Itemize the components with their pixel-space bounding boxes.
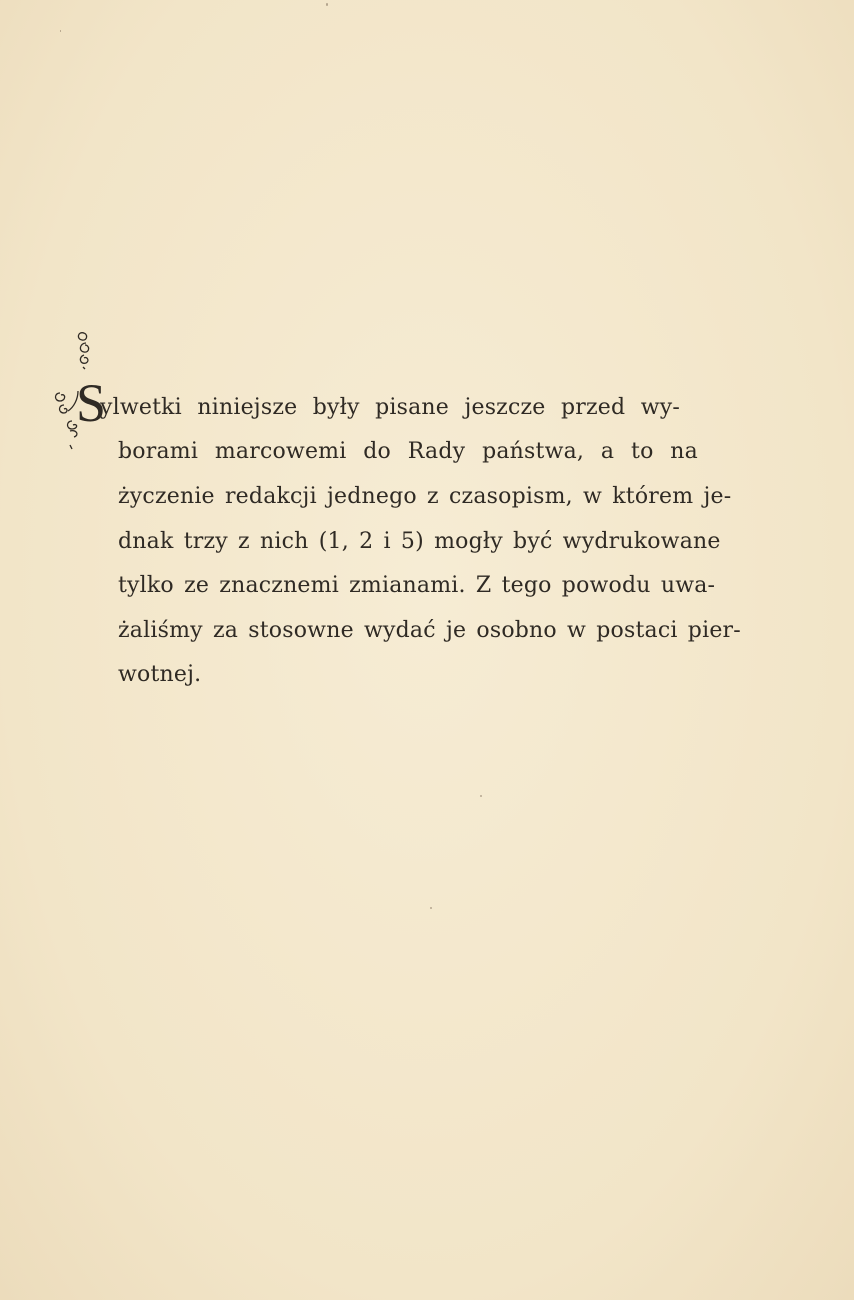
preface-line-3: życzenie redakcji jednego z czasopism, w którem je- [118,484,732,509]
ink-speck [430,907,432,909]
ink-speck [326,3,328,6]
preface-line-4: dnak trzy z nich (1, 2 i 5) mogły być wydrukowane [118,529,721,554]
preface-line-5: tylko ze znacznemi zmianami. Z tego powodu uwa- [118,573,716,598]
dropcap-letter: S [76,373,107,433]
ink-speck [60,30,61,32]
ink-speck [480,795,482,797]
preface-line-6: żaliśmy za stosowne wydać je osobno w postaci pier- [118,618,741,643]
preface-line-1: ylwetki niniejsze były pisane jeszcze przed wy- [100,395,680,420]
preface-line-2: borami marcowemi do Rady państwa, a to na [118,439,698,464]
preface-line-7: wotnej. [118,662,202,687]
